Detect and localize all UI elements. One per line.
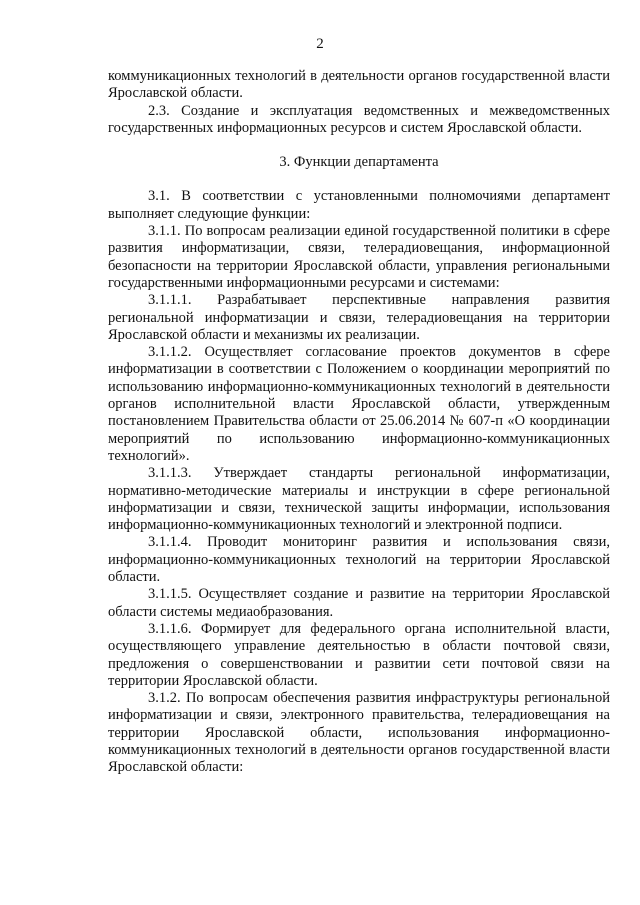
paragraph-3-1-1-1: 3.1.1.1. Разрабатывает перспективные направления развития региональной информатизации и связи, телерадиовещания на территории Ярославской области и механизмы их реализации. bbox=[108, 292, 610, 343]
paragraph-3-1-1-2: 3.1.1.2. Осуществляет согласование проектов документов в сфере информатизации в соответствии с Положением о координации мероприятий по использованию информационно-коммуникационных технологий в деятельности органов исполнительной власти Ярославской области, утвержденным постановлением Правительства области от 25.06.2014 № 607-п «О координации мероприятий по использованию информационно-коммуникационных технологий». bbox=[108, 344, 610, 464]
paragraph-3-1-1-5: 3.1.1.5. Осуществляет создание и развитие на территории Ярославской области системы медиаобразования. bbox=[108, 586, 610, 620]
paragraph-3-1-1-6: 3.1.1.6. Формирует для федерального органа исполнительной власти, осуществляющего управление деятельностью в области почтовой связи, предложения о совершенствовании и развитии сети почтовой связи на территории Ярославской области. bbox=[108, 620, 610, 689]
paragraph-3-1: 3.1. В соответствии с установленными полномочиями департамент выполняет следующие функции: bbox=[108, 188, 610, 222]
paragraph-3-1-1-3: 3.1.1.3. Утверждает стандарты региональной информатизации, нормативно-методические материалы и инструкции в сфере региональной информатизации и связи, технической защиты информации, использования информационно-коммуникационных технологий и электронной подписи. bbox=[108, 465, 610, 534]
paragraph-2-3: 2.3. Создание и эксплуатация ведомственных и межведомственных государственных информационных ресурсов и систем Ярославской области. bbox=[108, 102, 610, 136]
section-heading: 3. Функции департамента bbox=[279, 154, 439, 171]
paragraph-3-1-1-4: 3.1.1.4. Проводит мониторинг развития и использования связи, информационно-коммуникационных технологий на территории Ярославской области. bbox=[108, 534, 610, 586]
paragraph-3-1-2: 3.1.2. По вопросам обеспечения развития инфраструктуры региональной информатизации и связи, электронного правительства, телерадиовещания на территории Ярославской области, использования информационно-коммуникационных технологий в деятельности органов государственной власти Ярославской области: bbox=[108, 690, 610, 776]
document-body bbox=[108, 68, 610, 777]
continuation-paragraph: коммуникационных технологий в деятельности органов государственной власти Ярославской области. bbox=[108, 68, 610, 102]
page-number: 2 bbox=[316, 36, 324, 52]
paragraph-3-1-1: 3.1.1. По вопросам реализации единой государственной политики в сфере развития информатизации, связи, телерадиовещания, информационной безопасности на территории Ярославской области, управления региональными государственными информационными ресурсами и системами: bbox=[108, 223, 610, 291]
